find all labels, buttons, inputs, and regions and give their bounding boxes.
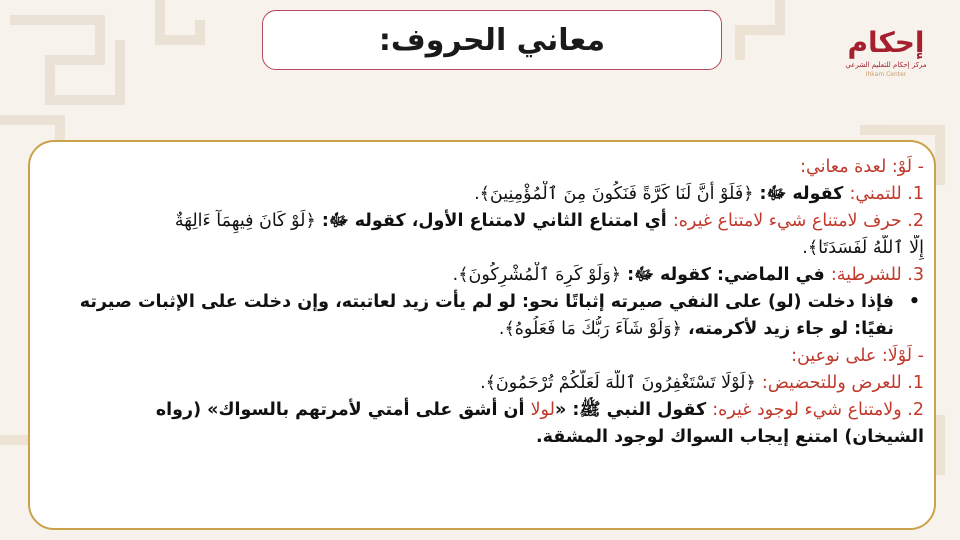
item-ard bbox=[44, 370, 924, 397]
item-tamanni bbox=[44, 181, 924, 208]
bullet-text: فإذا دخلت (لو) على النفي صيرته إثباتًا نحو: لو لم يأت زيد لعاتبته، وإن دخلت على الإثبات صيرته bbox=[79, 292, 894, 312]
hadith-text: أن أشق على أمتي لأمرتهم بالسواك» (رواه bbox=[155, 400, 531, 420]
item-label: 2. حرف لامتناع شيء لامتناع غيره: bbox=[672, 211, 924, 231]
bullet-item bbox=[44, 289, 924, 316]
section-heading: - لَوْلَا: على نوعين: bbox=[791, 346, 924, 366]
item-wujud bbox=[44, 397, 924, 424]
logo-subtitle: مركز إحكام للتعليم الشرعي bbox=[845, 61, 927, 69]
item-label: 3. للشرطية: bbox=[830, 265, 924, 285]
item-shartiyya bbox=[44, 262, 924, 289]
title-box bbox=[262, 10, 722, 70]
item-label: 1. للتمني: bbox=[849, 184, 924, 204]
content-body bbox=[44, 154, 924, 526]
heading-law bbox=[44, 154, 924, 181]
item-text: كقوله ﷻ: bbox=[753, 184, 850, 204]
logo bbox=[838, 26, 934, 98]
heading-lawla bbox=[44, 343, 924, 370]
quran-verse: ﴿فَلَوْ أَنَّ لَنَا كَرَّةً فَنَكُونَ مِنَ ٱلْمُؤْمِنِينَ﴾. bbox=[474, 184, 754, 204]
item-wujud-cont bbox=[44, 424, 924, 451]
logo-mark: إحكام bbox=[847, 26, 925, 59]
logo-subtitle-latin: Ihkam Center bbox=[865, 71, 907, 78]
quran-verse: ﴿لَوْلَا تَسْتَغْفِرُونَ ٱللَّهَ لَعَلَّكُمْ تُرْحَمُونَ﴾. bbox=[480, 373, 756, 393]
quran-verse: إِلَّا ٱللَّهُ لَفَسَدَتَا﴾. bbox=[802, 238, 924, 258]
item-imtina bbox=[44, 208, 924, 235]
bullet-marker: • bbox=[908, 292, 920, 312]
item-imtina-cont bbox=[44, 235, 924, 262]
item-text: في الماضي: كقوله ﷻ: bbox=[621, 265, 831, 285]
item-label: 1. للعرض وللتحضيض: bbox=[761, 373, 924, 393]
bullet-item-cont bbox=[44, 316, 924, 343]
item-text: أي امتناع الثاني لامتناع الأول، كقوله ﷻ: bbox=[315, 211, 673, 231]
section-heading: - لَوْ: لعدة معاني: bbox=[800, 157, 924, 177]
page-title: معاني الحروف: bbox=[378, 22, 606, 58]
hadith-keyword: لولا bbox=[530, 400, 555, 420]
quran-verse: ﴿لَوْ كَانَ فِيهِمَآ ءَالِهَةٌ bbox=[174, 211, 316, 231]
item-text: كقول النبي ﷺ: « bbox=[554, 400, 713, 420]
item-label: 2. ولامتناع شيء لوجود غيره: bbox=[712, 400, 924, 420]
bullet-text: نفيًا: لو جاء زيد لأكرمته، bbox=[681, 319, 894, 339]
quran-verse: ﴿وَلَوْ شَآءَ رَبُّكَ مَا فَعَلُوهُ﴾. bbox=[498, 319, 682, 339]
quran-verse: ﴿وَلَوْ كَرِهَ ٱلْمُشْرِكُونَ﴾. bbox=[452, 265, 622, 285]
item-text: الشيخان) امتنع إيجاب السواك لوجود المشقة. bbox=[536, 427, 924, 447]
